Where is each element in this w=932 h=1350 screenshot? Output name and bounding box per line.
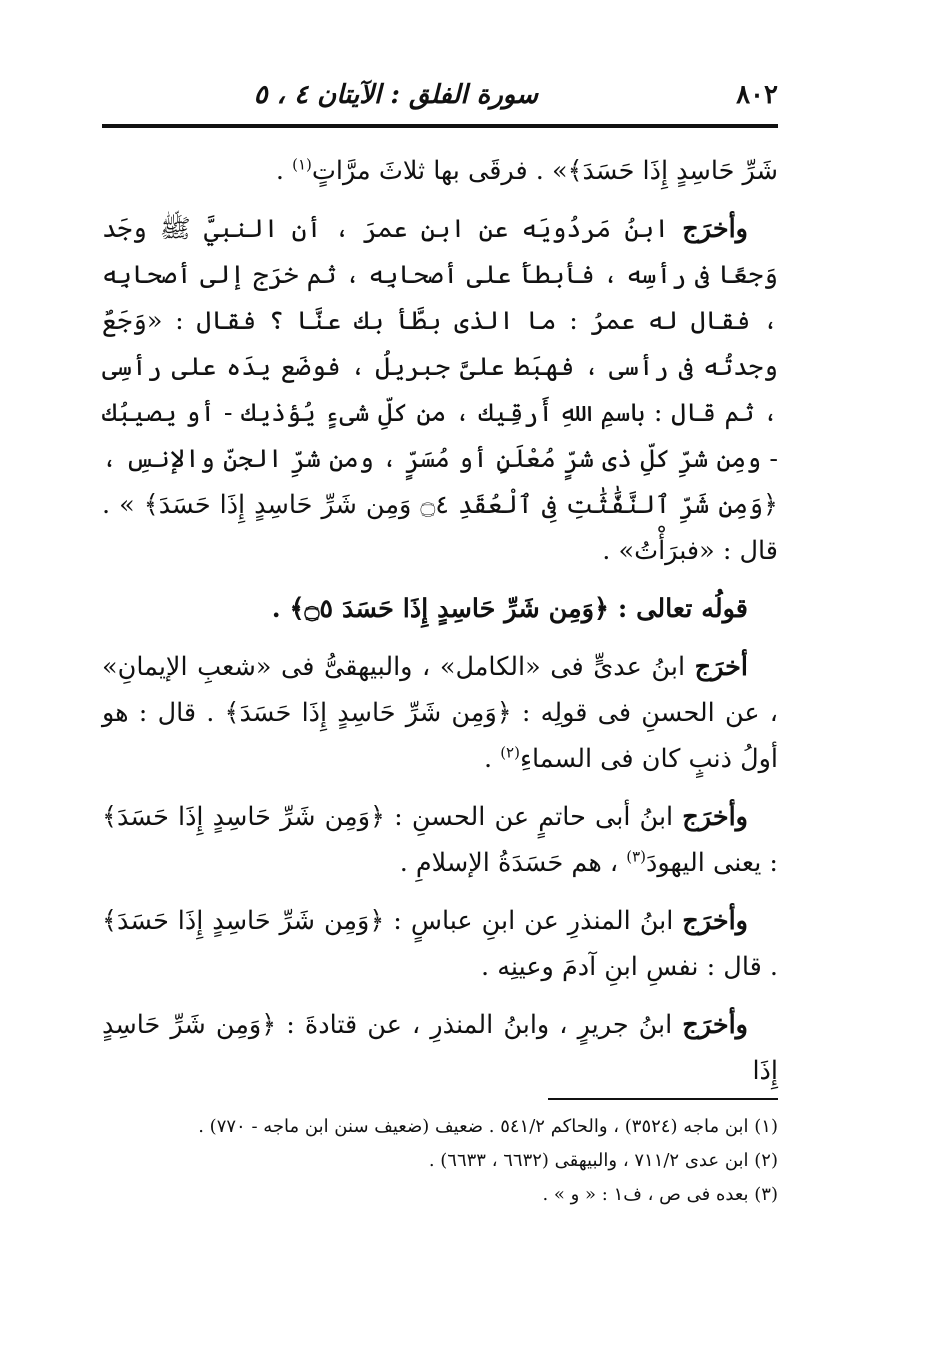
heading-verse: ﴿وَمِن شَرِّ حَاسِدٍ إِذَا حَسَدَ ۝٥﴾ .	[271, 594, 618, 624]
paragraph-1	[102, 148, 778, 194]
page-header	[102, 72, 778, 122]
footnote-1: (١) ابن ماجه (٣٥٢٤) ، والحاكم ٥٤١/٢ . ضعيف (ضعيف سنن ابن ماجه - ٧٧٠) .	[198, 1116, 778, 1137]
footnote-ref-1: (١)	[292, 155, 312, 174]
header-rule	[102, 124, 778, 128]
paragraph-text: ابنُ مَردُويَه عن ابنِ عمرَ ، أن النبيَّ ﷺ وجَد وَجعًا فى رأسِه ، فأبطأَ على أصحابِه ، ثم خرَج إلى أصحابِه ، فقال له عمرُ : ما الذى بطَّأ بك عنَّا ؟ فقال : «وَجَعٌ وجدتُه فى رأسى ، فهبَط علىَّ جبريلُ ، فوضَع يدَه على رأسِى ، ثم قال : باسمِ اللهِ أَرقِيك ، من كلِّ شىءٍ يُؤذيك - أو يصيبُك - ومِن شرِّ كلِّ ذى شرٍّ مُعْلَنٍ أو مُسَرٍّ ، ومن شرِّ الجنِّ والإنسِ ، ﴿وَمِن شَرِّ ٱلنَّفَّٰثَٰتِ فِى ٱلْعُقَدِ ۝٤ وَمِن شَرِّ حَاسِدٍ إِذَا حَسَدَ﴾ » . قال : «فبرَأْتُ» .	[102, 214, 778, 566]
paragraph-lead: وأخرَج	[682, 214, 748, 244]
heading-lead: قولُه تعالى :	[617, 594, 748, 624]
verse-heading	[102, 586, 778, 632]
paragraph-text: شَرِّ حَاسِدٍ إِذَا حَسَدَ﴾» . فرقَى بها ثلاثَ مرَّاتٍ	[311, 156, 778, 186]
paragraph-end: .	[275, 156, 293, 186]
paragraph-end: .	[483, 744, 501, 774]
paragraph-text: ابنُ أبى حاتمٍ عن الحسنِ : ﴿وَمِن شَرِّ حَاسِدٍ إِذَا حَسَدَ﴾ : يعنى اليهودَ	[102, 802, 778, 878]
paragraph-4	[102, 644, 778, 782]
paragraph-lead: وأخرَج	[682, 906, 748, 936]
paragraph-2	[102, 206, 778, 574]
paragraph-5	[102, 794, 778, 886]
footnote-ref-3: (٣)	[626, 847, 647, 866]
footnote-3: (٣) بعده فى ص ، ف١ : « و » .	[542, 1184, 778, 1205]
paragraph-end: ، هم حَسَدَةُ الإسلامِ .	[399, 848, 627, 878]
paragraph-6	[102, 898, 778, 990]
paragraph-text: ابنُ عدىٍّ فى «الكامل» ، والبيهقىُّ فى «شعبِ الإيمانِ» ، عن الحسنِ فى قولِه : ﴿وَمِن شَرِّ حَاسِدٍ إِذَا حَسَدَ﴾ . قال : هو أولُ ذنبٍ كان فى السماءِ	[102, 652, 778, 774]
footnote-2: (٢) ابن عدى ٧١١/٢ ، والبيهقى (٦٦٣٢ ، ٦٦٣٣) .	[428, 1150, 778, 1171]
paragraph-lead: وأخرَج	[682, 802, 748, 832]
paragraph-text: ابنُ جريرٍ ، وابنُ المنذرِ ، عن قتادةَ : ﴿وَمِن شَرِّ حَاسِدٍ إِذَا	[102, 1010, 778, 1086]
page-number: ٨٠٢	[736, 80, 778, 110]
paragraph-7	[102, 1002, 778, 1094]
footnote-ref-2: (٢)	[500, 743, 520, 762]
body-text	[102, 148, 778, 1106]
footnote-rule	[548, 1098, 778, 1100]
running-title: سورة الفلق : الآيتان ٤ ، ٥	[253, 80, 538, 110]
paragraph-text: ابنُ المنذرِ عن ابنِ عباسٍ : ﴿وَمِن شَرِّ حَاسِدٍ إِذَا حَسَدَ﴾ . قال : نفسِ ابنِ آدمَ وعينِه .	[102, 906, 778, 982]
footnotes	[102, 1110, 778, 1212]
paragraph-lead: وأخرَج	[682, 1010, 748, 1040]
paragraph-lead: أخرَج	[694, 652, 748, 682]
